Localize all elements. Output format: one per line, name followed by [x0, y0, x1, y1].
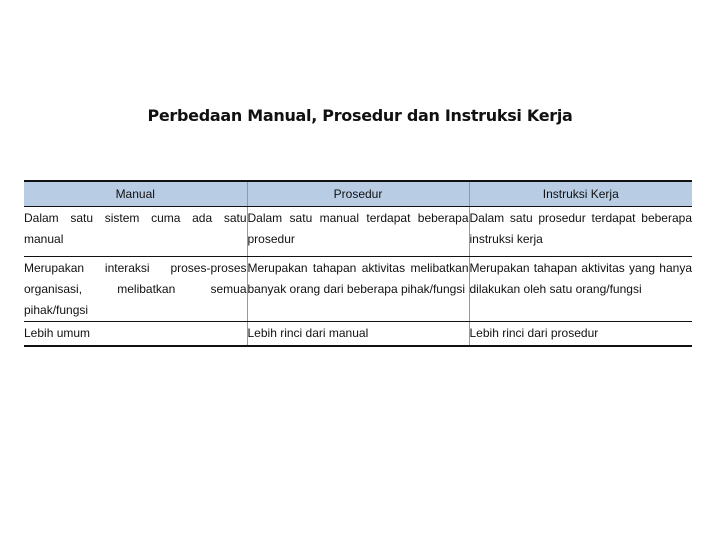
table-row	[24, 322, 692, 347]
column-header-instruksi-kerja: Instruksi Kerja	[469, 181, 692, 207]
table-cell: Dalam satu prosedur terdapat beberapa instruksi kerja	[469, 207, 692, 257]
table-header-row	[24, 181, 692, 207]
table-cell: Merupakan tahapan aktivitas yang hanya dilakukan oleh satu orang/fungsi	[469, 257, 692, 322]
table-cell: Dalam satu manual terdapat beberapa prosedur	[247, 207, 469, 257]
table-cell: Lebih rinci dari prosedur	[469, 322, 692, 347]
column-header-manual: Manual	[24, 181, 247, 207]
comparison-table	[24, 180, 692, 347]
table-cell: Dalam satu sistem cuma ada satu manual	[24, 207, 247, 257]
table-row	[24, 257, 692, 322]
page-title: Perbedaan Manual, Prosedur dan Instruksi Kerja	[147, 106, 573, 125]
table-cell: Merupakan tahapan aktivitas melibatkan banyak orang dari beberapa pihak/fungsi	[247, 257, 469, 322]
table-cell: Lebih umum	[24, 322, 247, 347]
column-header-prosedur: Prosedur	[247, 181, 469, 207]
table-cell: Lebih rinci dari manual	[247, 322, 469, 347]
table-row	[24, 207, 692, 257]
table-cell: Merupakan interaksi proses-proses organisasi, melibatkan semua pihak/fungsi	[24, 257, 247, 322]
